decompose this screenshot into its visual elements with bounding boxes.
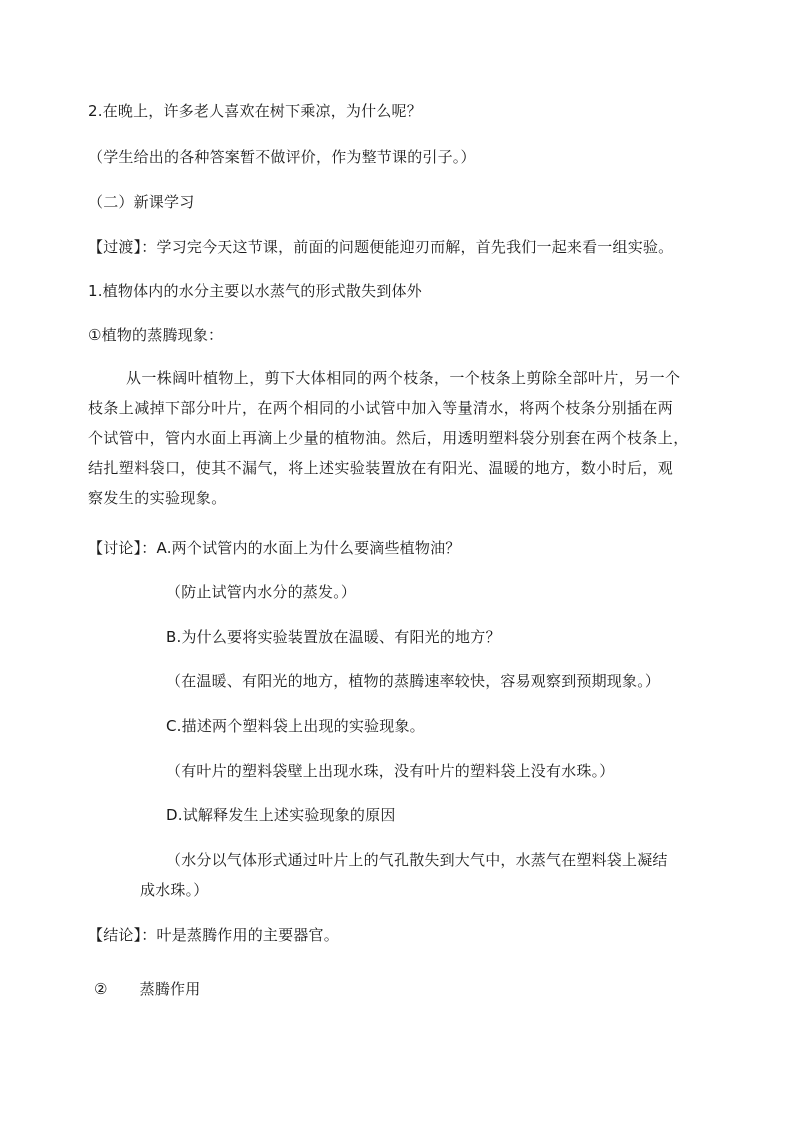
answer-b: （在温暖、有阳光的地方，植物的蒸腾速率较快，容易观察到预期现象。） bbox=[166, 672, 661, 690]
experiment-line: 个试管中，管内水面上再滴上少量的植物油。然后，用透明塑料袋分别套在两个枝条上， bbox=[88, 429, 689, 447]
discussion-question-a: 【讨论】：A.两个试管内的水面上为什么要滴些植物油？ bbox=[88, 539, 461, 557]
experiment-line: 枝条上减掉下部分叶片，在两个相同的小试管中加入等量清水，将两个枝条分别插在两 bbox=[88, 399, 674, 417]
experiment-line: 察发生的实验现象。 bbox=[88, 489, 227, 507]
experiment-line: 从一株阔叶植物上，剪下大体相同的两个枝条，一个枝条上剪除全部叶片，另一个 bbox=[126, 369, 681, 387]
conclusion: 【结论】：叶是蒸腾作用的主要器官。 bbox=[88, 926, 339, 944]
question-b: B.为什么要将实验装置放在温暖、有阳光的地方？ bbox=[166, 628, 501, 646]
experiment-line: 结扎塑料袋口，使其不漏气，将上述实验装置放在有阳光、温暖的地方，数小时后，观 bbox=[88, 459, 674, 477]
sub-heading-marker: ② bbox=[94, 980, 108, 998]
answer-d-line-1: （水分以气体形式通过叶片上的气孔散失到大气中，水蒸气在塑料袋上凝结 bbox=[166, 851, 668, 869]
answer-d-line-2: 成水珠。） bbox=[140, 881, 209, 899]
question-c: C.描述两个塑料袋上出现的实验现象。 bbox=[166, 717, 425, 735]
experiment-paragraph bbox=[88, 363, 689, 513]
answer-a: （防止试管内水分的蒸发。） bbox=[166, 583, 357, 601]
point-1-heading: 1.植物体内的水分主要以水蒸气的形式散失到体外 bbox=[88, 282, 422, 300]
transition-paragraph: 【过渡】：学习完今天这节课，前面的问题便能迎刃而解，首先我们一起来看一组实验。 bbox=[88, 238, 674, 256]
question-d: D.试解释发生上述实验现象的原因 bbox=[166, 806, 396, 824]
sub-heading-transpiration bbox=[94, 978, 200, 1000]
sub-heading-transpiration-phenomenon: ①植物的蒸腾现象： bbox=[88, 326, 224, 344]
sub-heading-title: 蒸腾作用 bbox=[139, 980, 201, 998]
answer-c: （有叶片的塑料袋壁上出现水珠，没有叶片的塑料袋上没有水珠。） bbox=[166, 762, 615, 780]
question-2-note: （学生给出的各种答案暂不做评价，作为整节课的引子。） bbox=[88, 148, 476, 166]
section-heading-new-lesson: （二）新课学习 bbox=[88, 193, 195, 211]
question-2: 2.在晚上，许多老人喜欢在树下乘凉，为什么呢？ bbox=[88, 102, 422, 120]
